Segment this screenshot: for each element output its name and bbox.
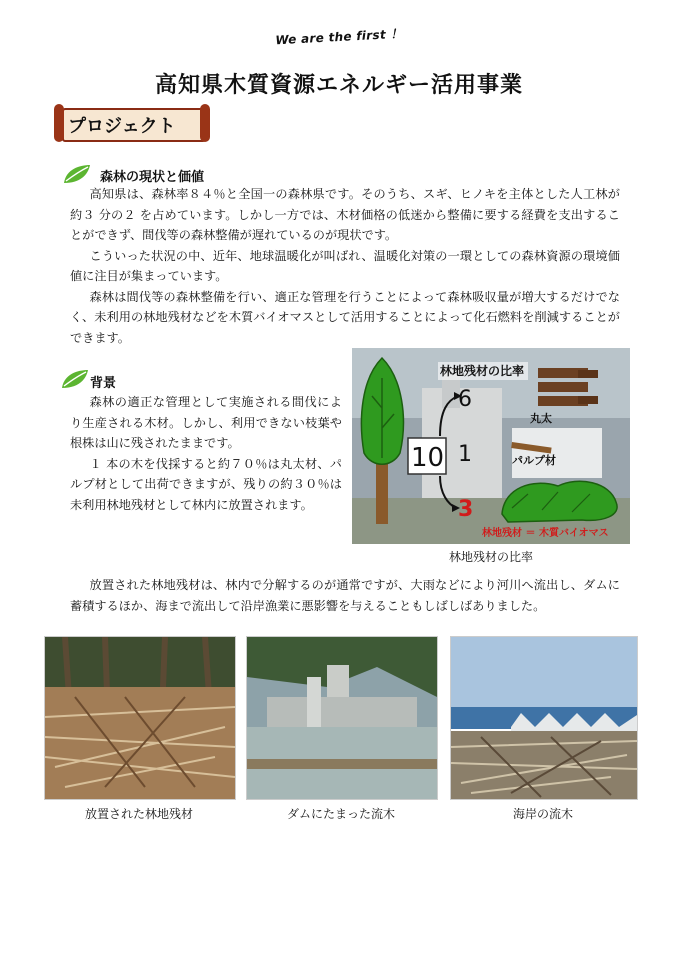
forest-residue-photo	[44, 636, 236, 800]
background-paragraph: １ 本の木を伐採すると約７０％は丸太材、パルプ材として出荷できますが、残りの約３０％は未利用林地残材として林内に放置されます。	[70, 456, 342, 512]
pulp-share-value: 1	[458, 442, 472, 467]
forest-body	[70, 184, 620, 348]
pulp-label: パルプ材	[512, 454, 556, 467]
project-label: プロジェクト	[68, 116, 176, 137]
background-paragraph: 森林の適正な管理として実施される間伐により生産される木材。しかし、利用できない枝葉や根株は山に残されたままです。	[70, 395, 342, 450]
project-banner	[52, 104, 212, 142]
page-title: 高知県木質資源エネルギー活用事業	[154, 73, 523, 98]
residue-share-value: 3	[458, 497, 474, 522]
leaf-icon	[62, 163, 92, 185]
coast-driftwood-photo-icon	[451, 637, 637, 799]
residue-ratio-diagram	[352, 348, 630, 544]
log-label: 丸太	[530, 412, 552, 425]
dam-driftwood-photo	[246, 636, 438, 800]
total-value: 10	[411, 443, 445, 473]
forest-residue-photo-icon	[45, 637, 235, 799]
log-share-value: 6	[458, 387, 472, 412]
section-heading-forest: 森林の現状と価値	[100, 170, 205, 185]
diagram-title: 林地残材の比率	[440, 364, 525, 378]
background-body	[70, 392, 342, 515]
forest-paragraph: 森林は間伐等の森林整備を行い、適正な管理を行うことによって森林吸収量が増大するだけでなく、未利用の林地残材などを木質バイオマスとして活用することによって化石燃料を削減することができます。	[70, 289, 620, 345]
closing-paragraph: 放置された林地残材は、林内で分解するのが通常ですが、大雨などにより河川へ流出し、ダムに蓄積するほか、海まで流出して沿岸漁業に悪影響を与えることもしばしばありました。	[70, 578, 620, 613]
photo-caption: ダムにたまった流木	[286, 807, 395, 821]
diagram-caption: 林地残材の比率	[448, 550, 533, 564]
biomass-equation: 林地残材 ＝ 木質バイオマス	[482, 528, 609, 539]
photo-caption: 放置された林地残材	[84, 807, 193, 821]
dam-driftwood-photo-icon	[247, 637, 437, 799]
scroll-left-roll	[54, 104, 64, 142]
tagline: We are the first ！	[275, 26, 404, 48]
forest-paragraph: こういった状況の中、近年、地球温暖化が叫ばれ、温暖化対策の一環としての森林資源の環境価値に注目が集まっています。	[70, 248, 620, 283]
leaf-icon	[60, 368, 90, 390]
section-heading-background: 背景	[90, 376, 117, 391]
closing-body	[70, 575, 620, 616]
photo-caption: 海岸の流木	[512, 807, 573, 821]
forest-paragraph: 高知県は、森林率８４％と全国一の森林県です。そのうち、スギ、ヒノキを主体とした人工林が約３ 分の２ を占めています。しかし一方では、木材価格の低迷から整備に要する経費を支出することができず、間伐等の森林整備が遅れているのが現状です。	[70, 187, 620, 242]
log-icon	[538, 382, 588, 392]
coast-driftwood-photo	[450, 636, 638, 800]
scroll-right-roll	[200, 104, 210, 142]
